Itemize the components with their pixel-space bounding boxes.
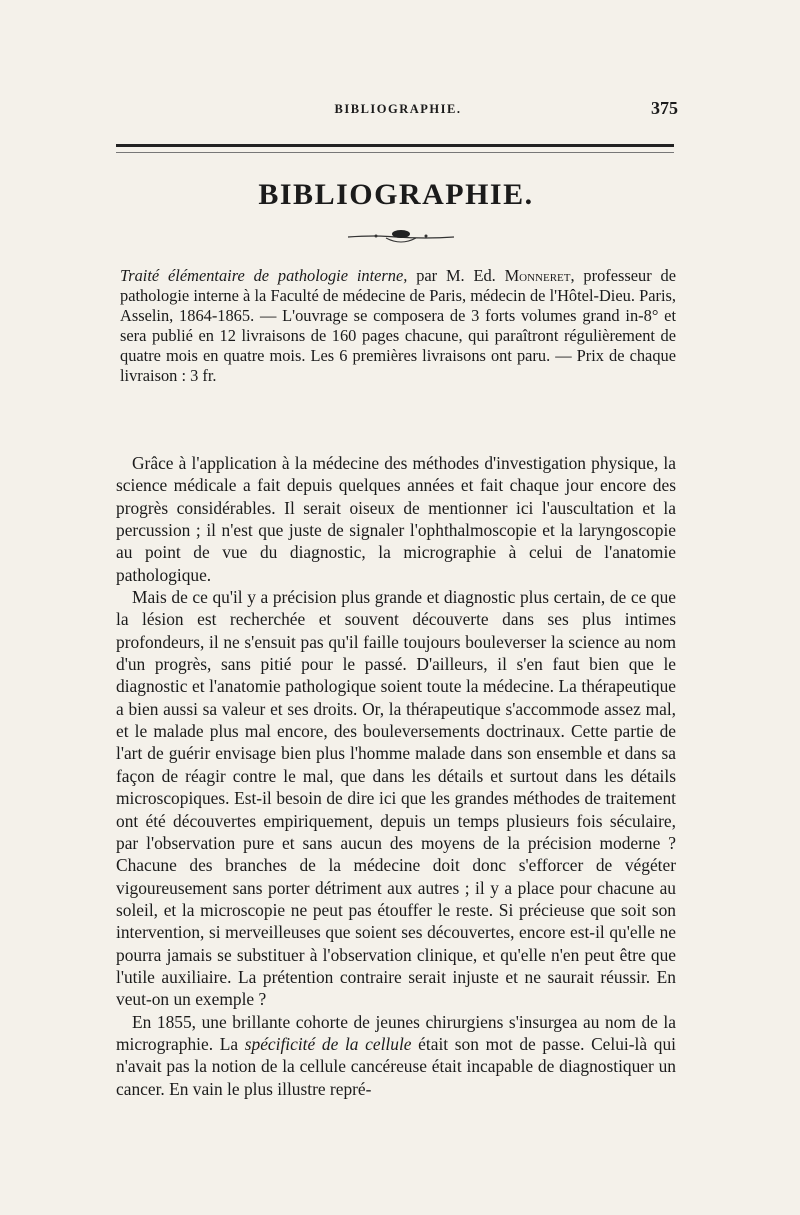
entry-title: Traité élémentaire de pathologie interne, [120, 266, 408, 285]
paragraph-3 [116, 1011, 676, 1100]
paragraph-3-end: était son mot de passe. Celui-là qui n'avait pas la notion de la cellule cancéreuse était incapable de diagnostiquer un cancer. En vain le plus illustre repré- [116, 1033, 676, 1099]
header-rule [116, 144, 674, 147]
entry-description: , professeur de pathologie interne à la Faculté de médecine de Paris, médecin de l'Hôtel-Dieu. Paris, Asselin, 1864-1865. — L'ouvrage se composera de 3 forts volumes grand in-8° et sera publié en 12 livraisons de 160 pages chacune, qui paraîtront régulièrement de quatre mois en quatre mois. Les 6 premières livraisons ont paru. — Prix de chaque livraison : 3 fr. [120, 266, 676, 386]
paragraph-3-start: En 1855, une brillante cohorte de jeunes chirurgiens s'insurgea au nom de la micrographie. La [116, 1011, 676, 1054]
running-head [118, 94, 678, 124]
running-title: BIBLIOGRAPHIE. [334, 102, 462, 116]
page-number: 375 [651, 98, 678, 118]
entry-by: par M. Ed. [407, 266, 505, 285]
section-title: BIBLIOGRAPHIE. [258, 178, 534, 211]
header-rule-thin [116, 152, 674, 153]
paragraph-2: Mais de ce qu'il y a précision plus grande et diagnostic plus certain, de ce que la lésion est recherchée et souvent découverte dans ses plus intimes profondeurs, il ne s'ensuit pas qu'il faille toujours bouleverser la science au nom d'un progrès, sans pitié pour le passé. D'ailleurs, il s'en faut bien que le diagnostic et l'anatomie pathologique soient toute la médecine. La thérapeutique a bien aussi sa valeur et ses droits. Or, la thérapeutique s'accommode assez mal, et le malade plus mal encore, des bouleversements doctrinaux. Cette partie de l'art de guérir envisage bien plus l'homme malade dans son ensemble et dans sa façon de réagir contre le mal, que dans les détails et surtout dans les détails microscopiques. Est-il besoin de dire ici que les grandes méthodes de traitement ont été découvertes empiriquement, depuis un temps plusieurs fois séculaire, par l'observation pure et sans aucun des moyens de la précision moderne ? Chacune des branches de la médecine doit donc s'efforcer de végéter vigoureusement sans porter détriment aux autres ; il y a place pour chacune au soleil, et la microscopie ne peut pas étouffer le reste. Si précieuse que soit son intervention, si merveilleuses que soient ses découvertes, encore est-il qu'elle ne pourra jamais se substituer à l'observation clinique, et qu'elle n'en peut être que l'utile auxiliaire. La prétention contraire serait injuste et ne saurait réussir. En veut-on un exemple ? [116, 587, 676, 1010]
ornament-divider-icon [346, 226, 456, 248]
entry-author: Monneret [504, 266, 571, 285]
review-body [116, 452, 676, 1168]
paragraph-1: Grâce à l'application à la médecine des méthodes d'investigation physique, la science médicale a fait depuis quelques années et fait chaque jour encore des progrès considérables. Il serait oiseux de mentionner ici l'auscultation et la percussion ; il n'est que juste de signaler l'ophthalmoscopie et la laryngoscopie au point de vue du diagnostic, la micrographie à celui de l'anatomie pathologique. [116, 453, 676, 585]
paragraph-3-italic: spécificité de la cellule [244, 1033, 412, 1054]
bibliographic-entry [120, 266, 676, 387]
